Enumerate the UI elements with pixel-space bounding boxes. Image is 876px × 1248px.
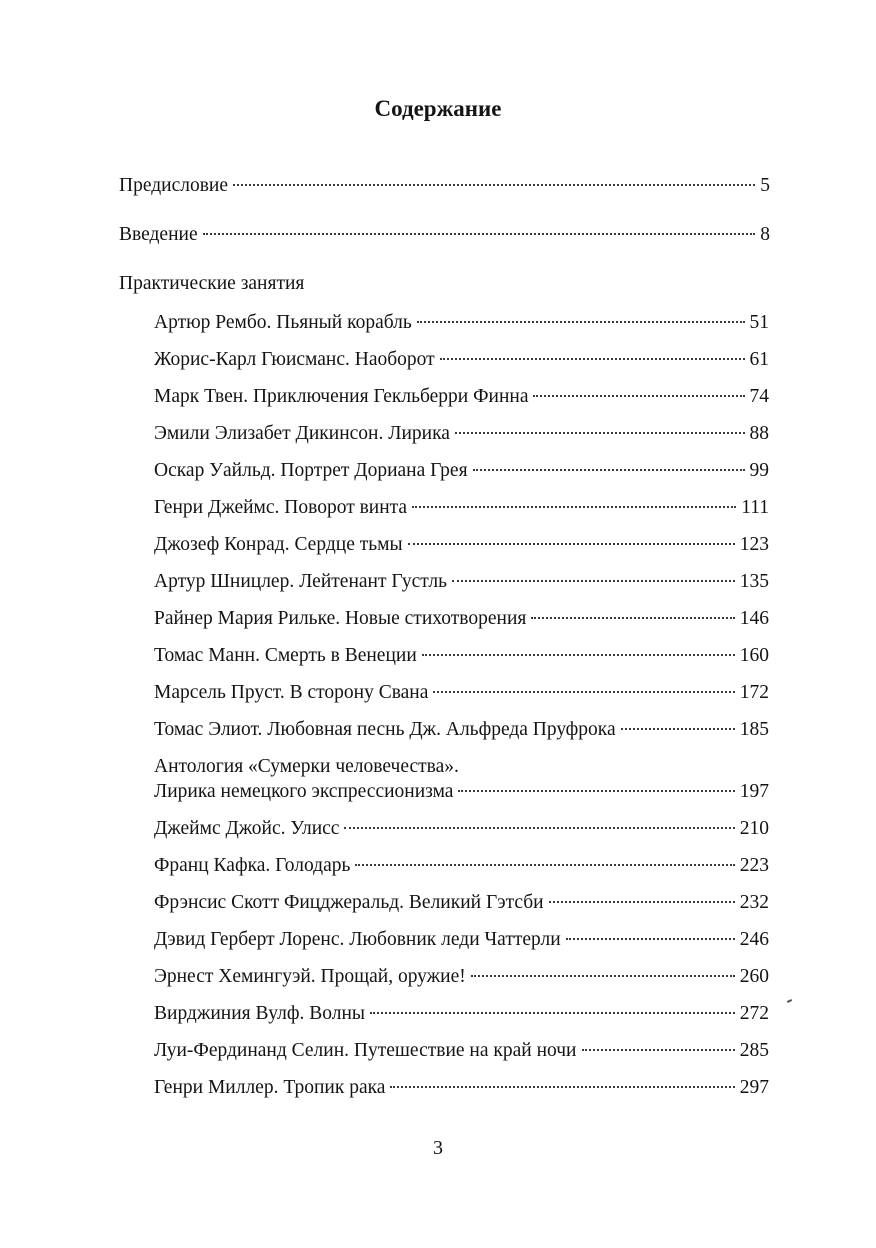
toc-entry-label-line1: Антология «Сумерки человечества». xyxy=(154,756,459,777)
toc-entry xyxy=(154,1001,769,1027)
toc-entry-page: 146 xyxy=(739,608,769,629)
toc-entry-label: Райнер Мария Рильке. Новые стихотворения xyxy=(154,608,527,629)
toc-entry-page: 232 xyxy=(739,892,769,913)
toc-entry xyxy=(154,717,769,743)
dot-leader xyxy=(582,1049,735,1051)
toc-entry-page: 185 xyxy=(739,719,769,740)
toc-entry-label: Фрэнсис Скотт Фицджеральд. Великий Гэтсби xyxy=(154,892,544,913)
toc-entry xyxy=(154,927,769,953)
toc-entry-page: 74 xyxy=(749,386,769,407)
toc-entry-page: 197 xyxy=(739,781,769,802)
toc-entry xyxy=(154,1038,769,1064)
toc-entry-label: Марк Твен. Приключения Гекльберри Финна xyxy=(154,386,529,407)
toc-entry-page: 123 xyxy=(739,534,769,555)
toc-entry-label: Эрнест Хемингуэй. Прощай, оружие! xyxy=(154,966,466,987)
toc-entry xyxy=(154,1075,769,1101)
toc-entry xyxy=(154,421,769,447)
dot-leader xyxy=(203,233,756,235)
toc-entry-page: 61 xyxy=(749,349,769,370)
toc-entry-preface xyxy=(119,173,770,199)
toc-entry xyxy=(154,384,769,410)
dot-leader xyxy=(433,691,734,693)
toc-entry-page: 51 xyxy=(749,312,769,333)
toc-entry-label: Джеймс Джойс. Улисс xyxy=(154,818,340,839)
dot-leader xyxy=(533,395,744,397)
dot-leader xyxy=(566,938,735,940)
toc-entry-label: Артюр Рембо. Пьяный корабль xyxy=(154,312,412,333)
toc-entry-label: Лирика немецкого экспрессионизма xyxy=(154,781,454,802)
toc-entry-label: Артур Шницлер. Лейтенант Густль xyxy=(154,571,447,592)
toc-entry xyxy=(154,964,769,990)
toc-entry-label: Франц Кафка. Голодарь xyxy=(154,855,351,876)
toc-entry xyxy=(154,643,769,669)
dot-leader xyxy=(549,901,735,903)
dot-leader xyxy=(370,1012,735,1014)
toc-entry-page: 210 xyxy=(739,818,769,839)
toc-entry-page: 223 xyxy=(739,855,769,876)
dot-leader xyxy=(531,617,734,619)
dot-leader xyxy=(355,864,734,866)
toc-entry-label: Томас Элиот. Любовная песнь Дж. Альфреда Пруфрока xyxy=(154,719,616,740)
dot-leader xyxy=(621,728,735,730)
toc-entry-page: 160 xyxy=(739,645,769,666)
toc-entry-label: Введение xyxy=(119,224,198,245)
toc-entry xyxy=(154,310,769,336)
toc-entry xyxy=(154,569,769,595)
toc-entry-label: Джозеф Конрад. Сердце тьмы xyxy=(154,534,403,555)
toc-entry-page: 8 xyxy=(760,224,770,245)
toc-entry-page: 260 xyxy=(739,966,769,987)
toc-entry-page: 88 xyxy=(749,423,769,444)
toc-entry xyxy=(154,495,769,521)
dot-leader xyxy=(440,358,745,360)
toc-entry-page: 272 xyxy=(739,1003,769,1024)
toc-entry-page: 285 xyxy=(739,1040,769,1061)
toc-entry xyxy=(154,890,769,916)
toc-entry xyxy=(154,532,769,558)
dot-leader xyxy=(422,654,735,656)
toc-entry xyxy=(154,606,769,632)
toc-entry-page: 99 xyxy=(749,460,769,481)
dot-leader xyxy=(458,790,734,792)
toc-entry-page: 5 xyxy=(760,175,770,196)
dot-leader xyxy=(471,975,735,977)
toc-entry xyxy=(154,347,769,373)
toc-entry xyxy=(154,680,769,706)
dot-leader xyxy=(412,506,736,508)
toc-entry-label: Предисловие xyxy=(119,175,229,196)
dot-leader xyxy=(344,827,734,829)
toc-entry-page: 246 xyxy=(739,929,769,950)
toc-entry-label: Жорис-Карл Гюисманс. Наоборот xyxy=(154,349,435,370)
toc-entry xyxy=(154,779,769,805)
dot-leader xyxy=(417,321,745,323)
toc-entry-label: Генри Джеймс. Поворот винта xyxy=(154,497,408,518)
toc-entry-label: Оскар Уайльд. Портрет Дориана Грея xyxy=(154,460,468,481)
page-title: Содержание xyxy=(374,96,502,121)
dot-leader xyxy=(408,543,735,545)
toc-entry-page: 135 xyxy=(739,571,769,592)
dot-leader xyxy=(233,184,755,186)
toc-entry xyxy=(154,816,769,842)
dot-leader xyxy=(455,432,745,434)
dot-leader xyxy=(390,1086,734,1088)
toc-entry-label: Марсель Пруст. В сторону Свана xyxy=(154,682,429,703)
toc-entry-label: Эмили Элизабет Дикинсон. Лирика xyxy=(154,423,450,444)
toc-entry-label: Луи-Фердинанд Селин. Путешествие на край ночи xyxy=(154,1040,577,1061)
toc-entry-page: 297 xyxy=(739,1077,769,1098)
dot-leader xyxy=(452,580,735,582)
toc-entry-label: Вирджиния Вулф. Волны xyxy=(154,1003,366,1024)
toc-entry-page: 111 xyxy=(741,497,769,518)
toc-section-label: Практические занятия xyxy=(119,273,305,294)
dot-leader xyxy=(473,469,745,471)
page-number: 3 xyxy=(433,1137,443,1159)
toc-entry-label: Генри Миллер. Тропик рака xyxy=(154,1077,386,1098)
toc-entry xyxy=(154,853,769,879)
toc-entry xyxy=(154,458,769,484)
toc-entry-page: 172 xyxy=(739,682,769,703)
toc-entry-introduction xyxy=(119,222,770,248)
toc-entry-label: Дэвид Герберт Лоренс. Любовник леди Чаттерли xyxy=(154,929,561,950)
toc-entry-label: Томас Манн. Смерть в Венеции xyxy=(154,645,417,666)
